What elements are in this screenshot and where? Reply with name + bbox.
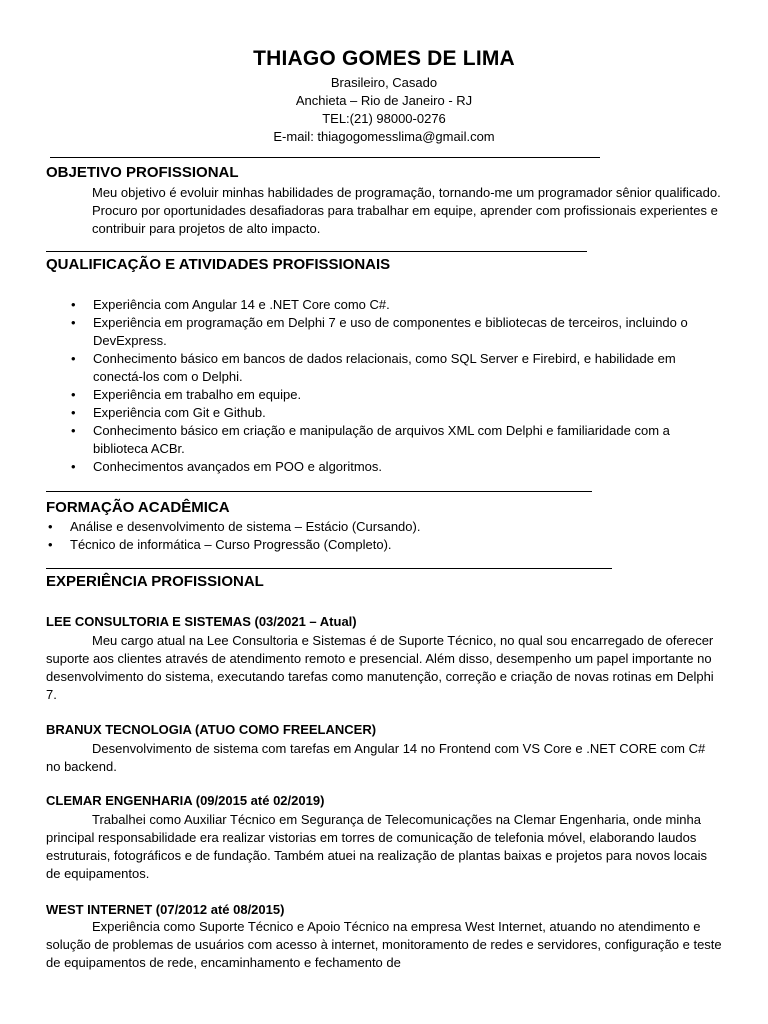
- list-item: • Experiência com Angular 14 e .NET Core como C#.: [46, 296, 726, 314]
- job-title: WEST INTERNET (07/2012 até 08/2015): [46, 902, 285, 917]
- list-item: • Conhecimento básico em bancos de dados relacionais, como SQL Server e Firebird, e habilidade em conectá-los com o Delphi.: [46, 350, 726, 386]
- divider: [46, 251, 587, 252]
- list-item: • Experiência em programação em Delphi 7 e uso de componentes e bibliotecas de terceiros, incluindo o DevExpress.: [46, 314, 726, 350]
- candidate-name: THIAGO GOMES DE LIMA: [253, 47, 515, 70]
- objetivo-text: [92, 184, 722, 238]
- job-title: LEE CONSULTORIA E SISTEMAS (03/2021 – Atual): [46, 614, 357, 629]
- location-line: Anchieta – Rio de Janeiro - RJ: [295, 93, 473, 108]
- job-description: Trabalhei como Auxiliar Técnico em Segurança de Telecomunicações na Clemar Engenharia, onde minha principal responsabilidade era realizar vistorias em torres de comunicação de telefonia móvel, elaborando laudos estruturais, fotográficos e de fundação. Também atuei na realização de plantas baixas e projetos para novos locais de equipamentos.: [46, 812, 707, 881]
- job-description: Desenvolvimento de sistema com tarefas em Angular 14 no Frontend com VS Core e .NET CORE com C# no backend.: [46, 741, 706, 774]
- list-item: • Técnico de informática – Curso Progressão (Completo).: [46, 536, 726, 554]
- job-description: Experiência como Suporte Técnico e Apoio Técnico na empresa West Internet, atuando no atendimento e solução de problemas de usuários com acesso à internet, monitoramento de redes e servidores, configuração e teste de equipamentos de rede, encaminhamento e fechamento de: [46, 919, 722, 970]
- list-item: • Análise e desenvolvimento de sistema – Estácio (Cursando).: [46, 518, 726, 536]
- job-title: BRANUX TECNOLOGIA (ATUO COMO FREELANCER): [46, 722, 377, 737]
- section-title-objetivo: OBJETIVO PROFISSIONAL: [46, 164, 239, 181]
- objetivo-paragraph: Meu objetivo é evoluir minhas habilidades de programação, tornando-me um programador sênior qualificado. Procuro por oportunidades desafiadoras para trabalhar em equipe, aprender com profissionais experientes e contribuir para projetos de alto impacto.: [92, 185, 721, 236]
- nationality-line: Brasileiro, Casado: [330, 75, 438, 90]
- divider: [46, 568, 612, 569]
- job-title: CLEMAR ENGENHARIA (09/2015 até 02/2019): [46, 793, 325, 808]
- section-title-experiencia: EXPERIÊNCIA PROFISSIONAL: [46, 573, 264, 590]
- phone-line: TEL:(21) 98000-0276: [322, 111, 446, 126]
- section-title-formacao: FORMAÇÃO ACADÊMICA: [46, 499, 230, 516]
- formacao-list: [46, 518, 726, 554]
- job-description: Meu cargo atual na Lee Consultoria e Sistemas é de Suporte Técnico, no qual sou encarregado de oferecer suporte aos clientes através de atendimento remoto e presencial. Além disso, desempenho um papel importante no desenvolvimento do sistema, executando tarefas como manutenção, correção e criação de novas rotinas em Delphi 7.: [46, 633, 714, 702]
- list-item: • Conhecimentos avançados em POO e algoritmos.: [46, 458, 726, 476]
- contact-block: [0, 74, 768, 146]
- divider: [50, 157, 600, 158]
- list-item: • Conhecimento básico em criação e manipulação de arquivos XML com Delphi e familiaridade com a biblioteca ACBr.: [46, 422, 726, 458]
- email-line: E-mail: thiagogomesslima@gmail.com: [273, 129, 495, 144]
- section-title-qualificacao: QUALIFICAÇÃO E ATIVIDADES PROFISSIONAIS: [46, 256, 391, 273]
- list-item: • Experiência com Git e Github.: [46, 404, 726, 422]
- list-item: • Experiência em trabalho em equipe.: [46, 386, 726, 404]
- divider: [46, 491, 592, 492]
- qualificacao-list: [46, 296, 726, 476]
